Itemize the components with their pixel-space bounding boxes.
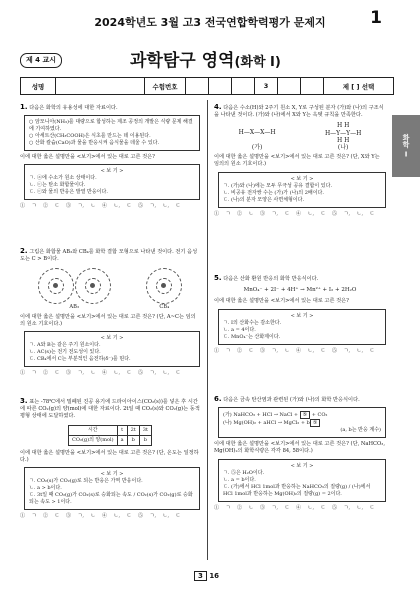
q2-models [20,268,200,311]
q1-item: ○ 암모니아(NH₃)를 대량으로 합성하는 제조 공정의 개발은 식량 문제 해결에 기여하였다. [29,119,193,133]
q1-bogi-item: ㄴ. ⓒ는 탄소 화합물이다. [29,182,86,189]
q1-bogi-box [24,164,200,200]
question-1 [20,104,200,211]
q3-choices[interactable]: ① ㄱ ② ㄷ ③ ㄱ, ㄴ ④ ㄴ, ㄷ ⑤ ㄱ, ㄴ, ㄷ [20,513,181,520]
q6-equations-box [218,407,386,438]
q6-stem: 다음은 금속 탄산염과 관련된 (가)와 (나)의 화학 반응식이다. [223,397,360,403]
name-field[interactable] [56,78,145,94]
q1-item: ○ 산화 칼슘(CaO)과 물을 반응시켜 음식물을 데울 수 있다. [29,140,160,147]
q2-choices[interactable]: ① ㄱ ② ㄷ ③ ㄱ, ㄴ ④ ㄴ, ㄷ ⑤ ㄱ, ㄴ, ㄷ [20,370,181,377]
q4-struct-formula: H—X—X—H [238,129,276,137]
q3-table-header: 2t [127,425,139,435]
q3-table [68,425,152,446]
choice-label: 제 [ ] 선택 [342,82,375,91]
exam-number-cell[interactable] [278,78,301,94]
q6-bogi-item: ㄷ. (가)에서 HCl 1mol과 반응하는 NaHCO₃의 질량(g) / (나)에서 HCl 1mol과 반응하는 Mg(OH)₂의 질량(g) = 2이다. [223,483,371,497]
q3-table-cell: b [127,435,139,445]
subject-sub: (화학 Ⅰ) [234,55,281,70]
q3-bogi-item: ㄷ. 3t일 때 CO₂(g)가 CO₂(s)로 승화되는 속도 / CO₂(s)가 CO₂(g)로 승화되는 속도 > 1이다. [29,492,193,506]
footer-total-pages: 16 [209,572,220,580]
q3-table-header: 3t [139,425,151,435]
exam-number-cell[interactable] [301,78,324,94]
subject-main: 과학탐구 영역 [130,51,235,71]
q6-eq2-note: (a, b는 반응 계수) [340,427,381,434]
atom-model-icon [75,268,111,304]
exam-number-cell[interactable] [186,78,209,94]
q4-struct-label: (나) [337,144,349,152]
q3-stem: 표는 -78℃에서 밀폐된 진공 용기에 드라이아이스(CO₂(s))를 넣은 후 시간에 따른 CO₂(g)의 양(mol)에 대한 자료이다. 2t일 때 CO₂(s)와 CO₂(g)는 동적 평형 상태에 도달하였다. [20,399,200,420]
q4-structures [214,122,386,151]
q6-eq2-pre: (나) Mg(OH)₂ + aHCl → MgCl₂ + b [223,420,310,427]
q1-stem: 다음은 화학의 유용성에 대한 자료이다. [29,105,118,111]
q4-choices[interactable]: ① ㄱ ② ㄴ ③ ㄱ, ㄷ ④ ㄴ, ㄷ ⑤ ㄱ, ㄴ, ㄷ [214,210,375,217]
q5-number: 5. [214,274,222,282]
q2-number: 2. [20,247,28,255]
exam-title: 2024학년도 3월 고3 전국연합학력평가 문제지 [94,16,326,29]
q1-question: 이에 대한 옳은 설명만을 <보기>에서 있는 대로 고른 것은? [20,154,155,161]
id-row [20,77,394,95]
question-6 [214,396,386,512]
q1-bogi-title: < 보 기 > [100,168,124,175]
q3-table-cell: a [117,435,127,445]
q1-choices[interactable]: ① ㄱ ② ㄷ ③ ㄱ, ㄴ ④ ㄴ, ㄷ ⑤ ㄱ, ㄴ, ㄷ [20,203,181,210]
q5-stem: 다음은 산화 환원 반응의 화학 반응식이다. [223,276,319,282]
q5-equation: MnO₄⁻ + 2I⁻ + 4H⁺ → Mn²⁺ + I₂ + 2H₂O [243,287,357,294]
q4-struct-label: (가) [251,143,263,151]
q4-bogi-item: ㄷ. (나)의 분자 모양은 사면체형이다. [223,196,305,203]
q6-bogi-title: < 보 기 > [290,462,314,469]
q3-bogi-title: < 보 기 > [100,471,124,478]
q4-bogi-box [218,172,386,208]
exam-number-cell[interactable] [209,78,232,94]
atom-model-icon [38,268,74,304]
q2-bogi-item: ㄴ. AC(s)는 전기 전도성이 있다. [29,349,101,356]
q1-bogi-item: ㄱ. ⓐ에 수소가 원소 상태이다. [29,175,97,182]
q1-bogi-item: ㄷ. ⓒ와 물의 반응은 발열 반응이다. [29,189,108,196]
q4-bogi-title: < 보 기 > [290,175,314,182]
session-badge: 제 4 교시 [20,53,62,68]
q6-bogi-item: ㄴ. a = b이다. [223,476,256,483]
page-footer [194,571,219,581]
subject-side-tab: 화학 Ⅰ [392,115,420,177]
q2-bogi-item: ㄱ. A와 B는 같은 주기 원소이다. [29,342,101,349]
q2-model-label: CB₄ [159,304,170,311]
q6-eq1-pre: (가) NaHCO₃ + HCl → NaCl + [223,412,300,419]
question-2 [20,248,200,377]
q2-stem: 그림은 화합물 AB₃와 CB₄를 화학 결합 모형으로 나타낸 것이다. 전기 음성도는 C > B이다. [20,249,198,263]
exam-number-digit: 3 [255,78,278,94]
q6-bogi-box [218,459,386,502]
q3-bogi-box [24,467,200,510]
question-3 [20,398,200,521]
q4-stem: 다음은 수소(H)와 2주기 원소 X, Y로 구성된 분자 (가)와 (나)의 구조식을 나타낸 것이다. (가)와 (나)에서 X와 Y는 옥텟 규칙을 만족한다. [214,105,384,119]
q5-bogi-item: ㄴ. a = 4이다. [223,326,256,333]
q4-number: 4. [214,103,222,111]
q2-model-label: AB₃ [69,304,80,311]
q5-bogi-box [218,309,386,345]
q4-bogi-item: ㄱ. (가)와 (나)에는 모두 무극성 공유 결합이 있다. [223,182,333,189]
q4-struct-bottom: H H [336,136,350,144]
exam-number-label: 수험번호 [145,78,186,94]
q5-choices[interactable]: ① ㄱ ② ㄷ ③ ㄱ, ㄴ ④ ㄴ, ㄷ ⑤ ㄱ, ㄴ, ㄷ [214,347,375,354]
q3-table-header: t [117,425,127,435]
q2-bogi-item: ㄷ. CB₄에서 C는 부분적인 음전하(δ⁻)를 띤다. [29,356,131,363]
q6-eq1-blank: ⑤ [300,411,310,419]
q4-question: 이에 대한 옳은 설명만을 <보기>에서 있는 대로 고른 것은? (단, X와 Y는 임의의 원소 기호이다.) [214,154,380,168]
q5-bogi-item: ㄷ. MnO₄⁻는 산화제이다. [223,333,281,340]
q6-eq1-post: + CO₂ [310,412,328,419]
question-5 [214,275,386,355]
question-4 [214,104,386,218]
q4-bogi-item: ㄴ. 비공유 전자쌍 수는 (가)가 (나)의 2배이다. [223,189,324,196]
q6-choices[interactable]: ① ㄱ ② ㄴ ③ ㄱ, ㄷ ④ ㄴ, ㄷ ⑤ ㄱ, ㄴ, ㄷ [214,504,375,511]
name-label: 성명 [21,78,56,94]
column-divider [207,100,208,560]
q1-number: 1. [20,103,28,111]
q6-question: 이에 대한 옳은 설명만을 <보기>에서 있는 대로 고른 것은? (단, NaHCO₃, Mg(OH)₂의 화학식량은 각각 84, 58이다.) [214,441,385,455]
q2-bogi-box [24,331,200,367]
atom-model-icon [146,268,182,304]
q3-number: 3. [20,397,28,405]
q2-question: 이에 대한 옳은 설명만을 <보기>에서 있는 대로 고른 것은? (단, A~C는 임의의 원소 기호이다.) [20,313,196,327]
q5-question: 이에 대한 옳은 설명만을 <보기>에서 있는 대로 고른 것은? [214,298,349,305]
q1-item: ○ 아세트산(CH₃COOH)은 식초를 만드는 데 이용된다. [29,133,151,140]
q6-bogi-item: ㄱ. ⑤은 H₂O이다. [223,469,265,476]
q3-table-cell: b [139,435,151,445]
q3-bogi-item: ㄱ. CO₂(s)가 CO₂(g)로 되는 반응은 가역 반응이다. [29,478,143,485]
subject-title [130,46,281,71]
q1-context-box [24,115,200,151]
q3-bogi-item: ㄴ. a > b이다. [29,485,62,492]
page-number: 1 [370,8,382,28]
q3-table-cell: CO₂(g)의 양(mol) [69,435,118,445]
q5-bogi-title: < 보 기 > [290,312,314,319]
q4-struct-formula: H—Y—Y—H [324,129,362,137]
exam-number-cell[interactable] [232,78,255,94]
q6-eq2-blank: ⑤ [310,419,320,427]
footer-current-page: 3 [194,571,207,581]
q3-question: 이에 대한 옳은 설명만을 <보기>에서 있는 대로 고른 것은? (단, 온도는 일정하다.) [20,450,199,464]
q2-bogi-title: < 보 기 > [100,335,124,342]
q5-bogi-item: ㄱ. I의 산화수는 감소한다. [223,319,282,326]
q3-table-header: 시간 [69,425,118,435]
q4-struct-top: H H [336,122,350,130]
q6-number: 6. [214,395,222,403]
